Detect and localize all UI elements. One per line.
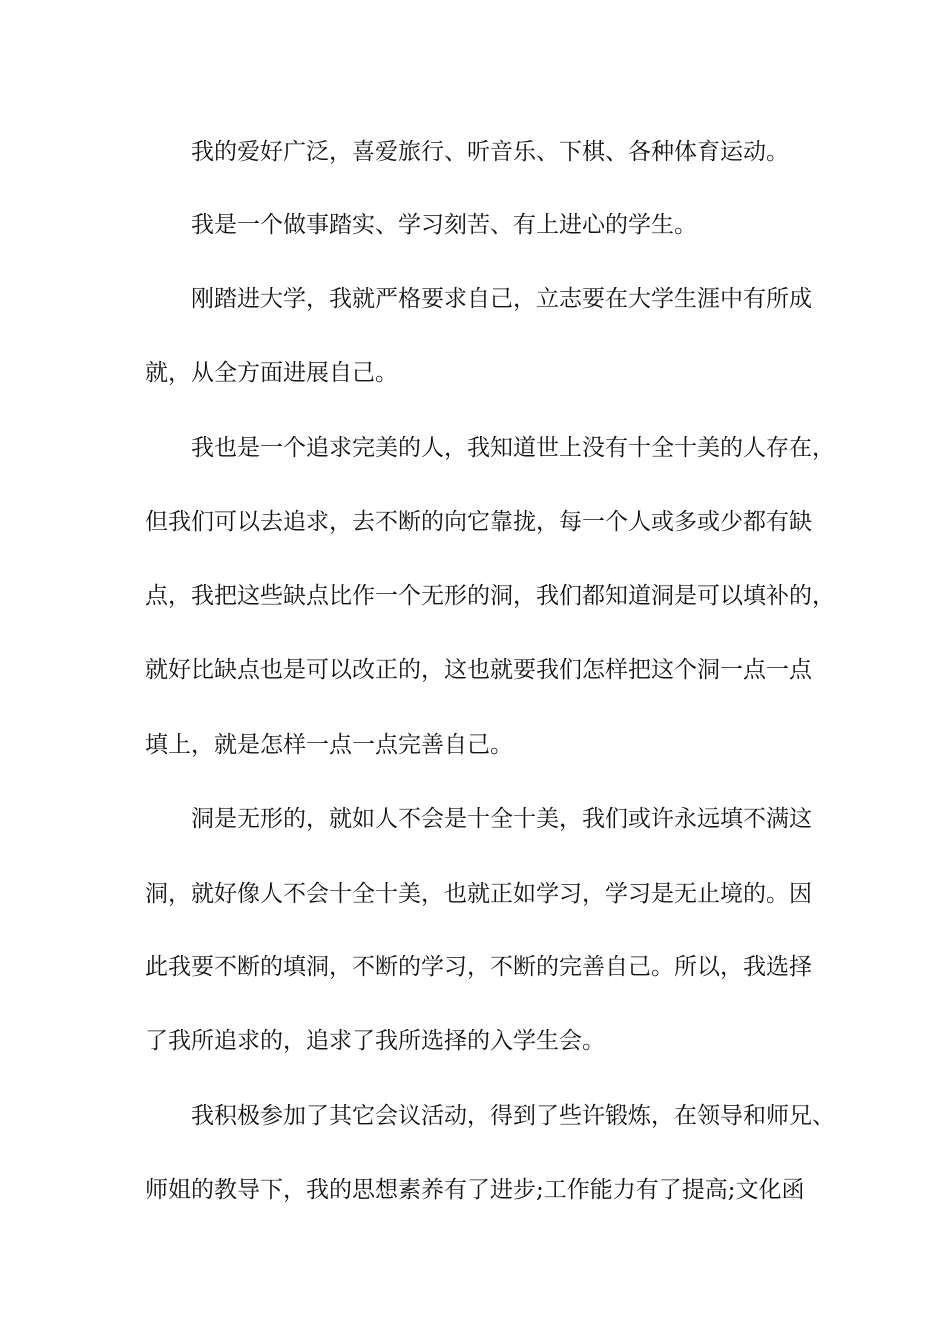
text-line: 了我所追求的，追求了我所选择的入学生会。 bbox=[145, 1028, 605, 1054]
text-line: 填上，就是怎样一点一点完善自己。 bbox=[145, 732, 513, 758]
text-line: 洞是无形的，就如人不会是十全十美，我们或许永远填不满这 bbox=[191, 806, 812, 832]
text-line: 洞，就好像人不会十全十美，也就正如学习，学习是无止境的。因 bbox=[145, 881, 812, 907]
text-line: 但我们可以去追求，去不断的向它靠拢，每一个人或多或少都有缺 bbox=[145, 509, 812, 535]
text-line: 我是一个做事踏实、学习刻苦、有上进心的学生。 bbox=[191, 212, 697, 238]
text-line: 点，我把这些缺点比作一个无形的洞，我们都知道洞是可以填补的， bbox=[145, 583, 835, 609]
text-line: 我的爱好广泛，喜爱旅行、听音乐、下棋、各种体育运动。 bbox=[191, 139, 789, 165]
text-line: 就好比缺点也是可以改正的，这也就要我们怎样把这个洞一点一点 bbox=[145, 657, 812, 683]
text-line: 师姐的教导下，我的思想素养有了进步;工作能力有了提高;文化函 bbox=[145, 1177, 805, 1203]
text-line: 就，从全方面进展自己。 bbox=[145, 360, 398, 386]
text-line: 我也是一个追求完美的人，我知道世上没有十全十美的人存在， bbox=[191, 435, 835, 461]
text-line: 此我要不断的填洞，不断的学习，不断的完善自己。所以，我选择 bbox=[145, 954, 812, 980]
text-line: 刚踏进大学，我就严格要求自己，立志要在大学生涯中有所成 bbox=[191, 286, 812, 312]
text-line: 我积极参加了其它会议活动，得到了些许锻炼，在领导和师兄、 bbox=[191, 1103, 835, 1129]
